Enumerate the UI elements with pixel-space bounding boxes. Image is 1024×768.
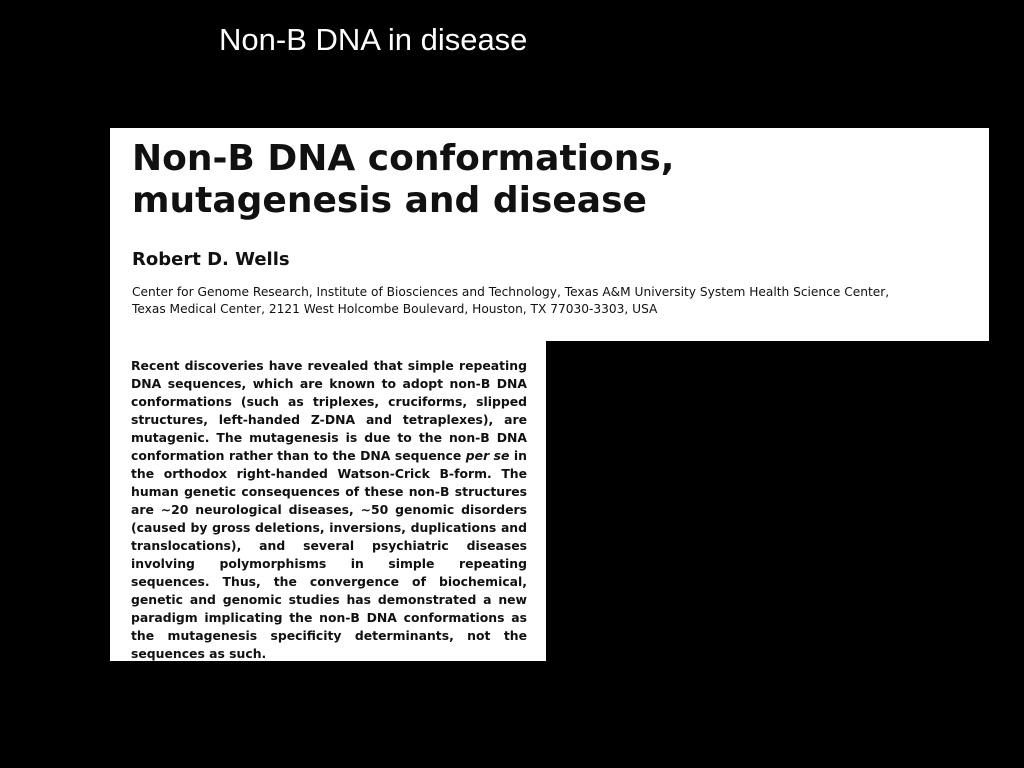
abstract-part-1: Recent discoveries have revealed that simple repeating DNA sequences, which are known to adopt non-B DNA conformations (such as triplexes, cruciforms, slipped structures, left-handed Z-DNA and tetraplexes), are mutagenic. The mutagenesis is due to the non-B DNA conformation rather than to the DNA sequence <box>131 358 527 463</box>
paper-title-line-2: mutagenesis and disease <box>132 180 647 221</box>
abstract-part-2: in the orthodox right-handed Watson-Crick B-form. The human genetic consequences of these non-B structures are ∼20 neurological diseases, ∼50 genomic disorders (caused by gross deletions, inversions, duplications and translocations), and several psychiatric diseases involving polymorphisms in simple repeating sequences. Thus, the convergence of biochemical, genetic and genomic studies has demonstrated a new paradigm implicating the non-B DNA conformations as the mutagenesis specificity determinants, not the sequences as such. <box>131 448 528 661</box>
paper-title <box>132 138 674 222</box>
paper-abstract-clipping <box>110 341 546 661</box>
affiliation-line-1: Center for Genome Research, Institute of Biosciences and Technology, Texas A&M University System Health Science Center, <box>132 285 890 299</box>
abstract-emphasis: per se <box>465 448 510 463</box>
affiliation-line-2: Texas Medical Center, 2121 West Holcombe Boulevard, Houston, TX 77030-3303, USA <box>132 302 658 316</box>
paper-header-clipping <box>110 128 989 341</box>
paper-title-line-1: Non-B DNA conformations, <box>132 138 675 179</box>
paper-affiliation <box>132 284 972 318</box>
abstract-text <box>131 357 527 663</box>
slide-title: Non-B DNA in disease <box>219 22 528 57</box>
paper-author: Robert D. Wells <box>132 249 290 270</box>
